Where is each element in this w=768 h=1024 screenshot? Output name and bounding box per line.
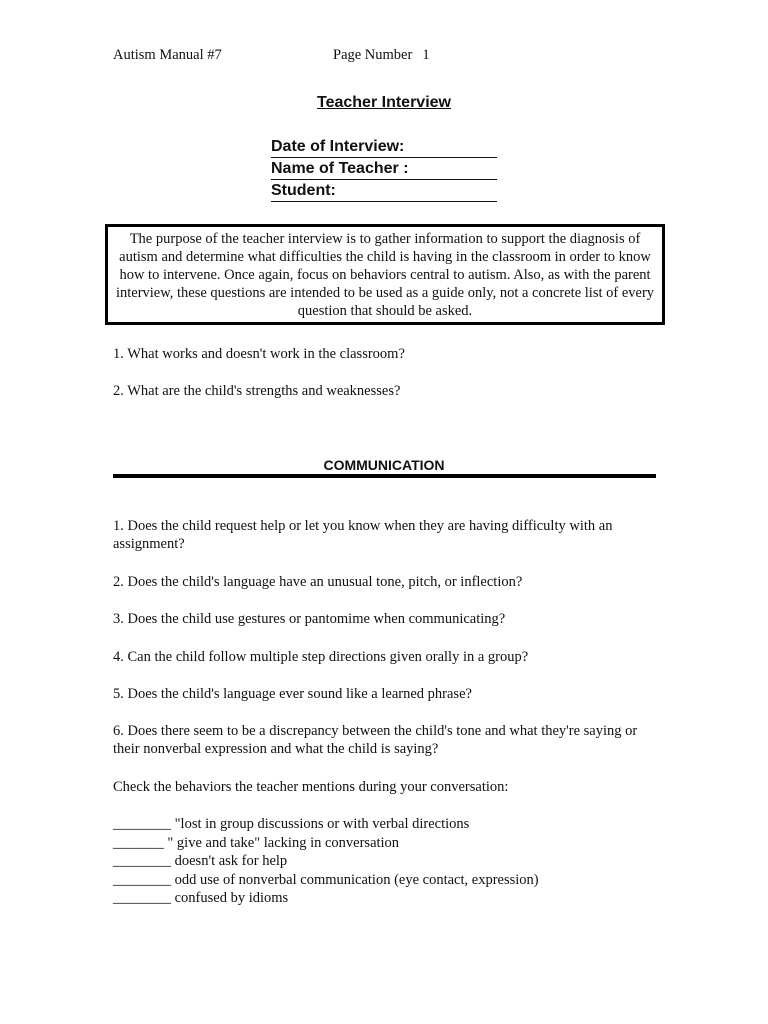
purpose-text: The purpose of the teacher interview is to gather information to support the diagnosis of autism and determine what difficulties the child is having in the classroom in order to know how to intervene. Once again, focus on behaviors central to autism. Also, as with the parent interview, these questions are intended to be used as a guide only, not a concrete list of every question that should be asked. xyxy=(115,231,655,319)
general-question-1: 1. What works and doesn't work in the classroom? xyxy=(113,346,405,362)
student-field: Student: xyxy=(271,181,497,202)
checklist-item: _______ " give and take" lacking in conversation xyxy=(113,835,400,851)
communication-question-2: 2. Does the child's language have an unusual tone, pitch, or inflection? xyxy=(113,574,523,590)
communication-question-6: 6. Does there seem to be a discrepancy between the child's tone and what they're saying or their nonverbal expression and what the child is saying? xyxy=(113,723,638,757)
header-manual: Autism Manual #7 xyxy=(113,47,222,63)
communication-question-1: 1. Does the child request help or let you know when they are having difficulty with an assignment? xyxy=(113,518,613,552)
communication-heading: COMMUNICATION xyxy=(323,457,445,473)
communication-question-4: 4. Can the child follow multiple step directions given orally in a group? xyxy=(113,649,529,665)
checklist-item: ________ doesn't ask for help xyxy=(113,853,288,869)
header-page-number xyxy=(333,46,430,64)
checklist-intro: Check the behaviors the teacher mentions during your conversation: xyxy=(113,779,509,795)
communication-question-5: 5. Does the child's language ever sound like a learned phrase? xyxy=(113,686,472,702)
page-number-label: Page Number xyxy=(333,47,413,63)
communication-question-3: 3. Does the child use gestures or pantomime when communicating? xyxy=(113,611,506,627)
checklist-item: ________ "lost in group discussions or with verbal directions xyxy=(113,816,470,832)
date-of-interview-field: Date of Interview: xyxy=(271,137,497,158)
communication-divider xyxy=(113,474,656,478)
checklist-item: ________ odd use of nonverbal communication (eye contact, expression) xyxy=(113,872,539,888)
checklist-item: ________ confused by idioms xyxy=(113,890,289,906)
name-of-teacher-field: Name of Teacher : xyxy=(271,159,497,180)
page-title-text: Teacher Interview xyxy=(317,94,451,111)
page-number-value: 1 xyxy=(422,47,430,63)
page-title xyxy=(0,94,768,112)
purpose-box xyxy=(105,224,665,325)
general-question-2: 2. What are the child's strengths and weaknesses? xyxy=(113,383,401,399)
